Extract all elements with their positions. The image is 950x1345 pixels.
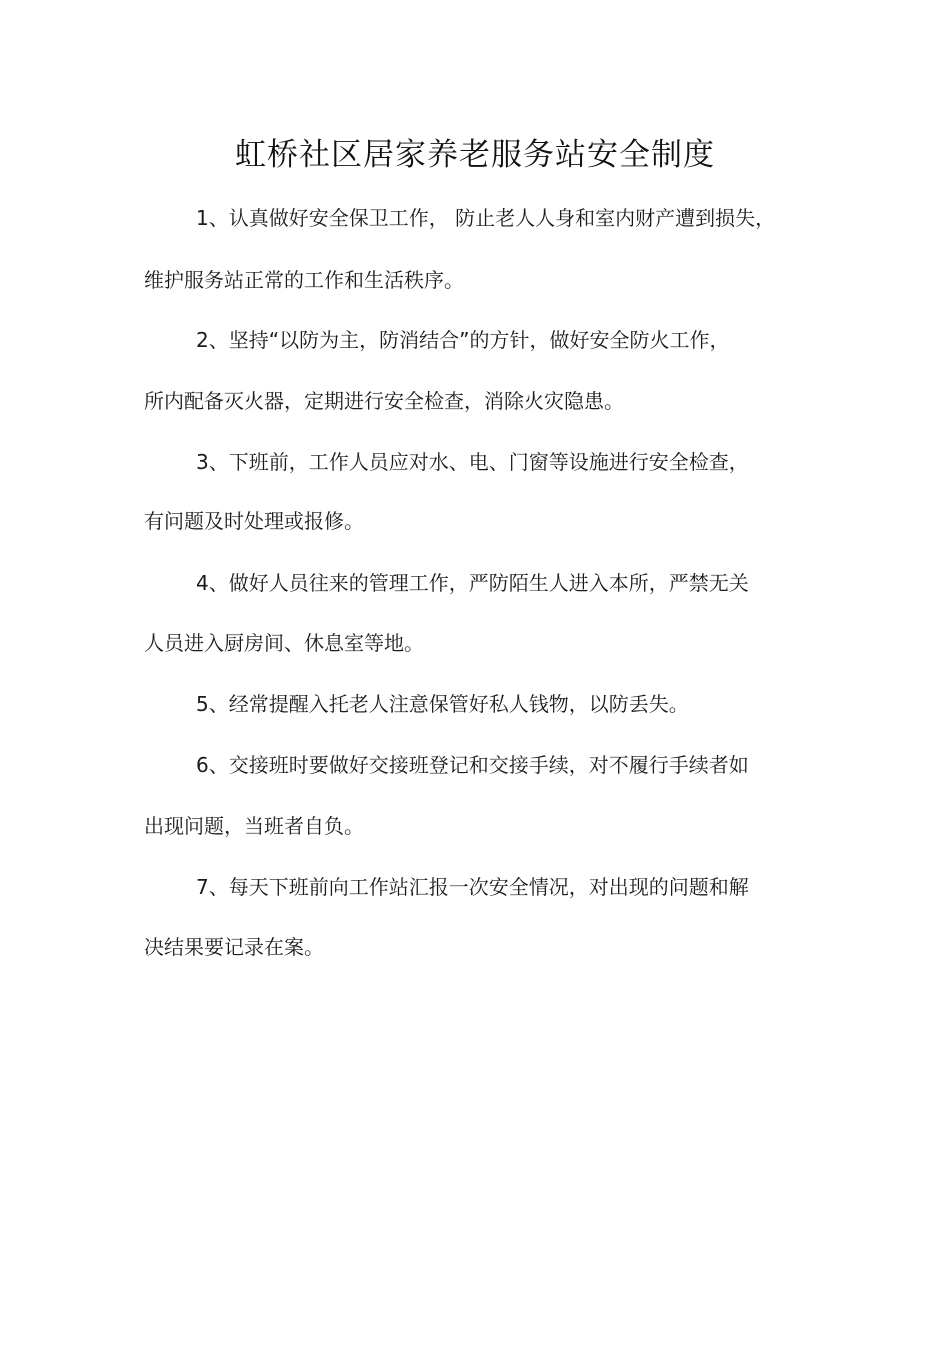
rule-item-4-line-1: 4、做好人员往来的管理工作，严防陌生人进入本所，严禁无关 [196,571,749,595]
rule-item-5-line-1: 5、经常提醒入托老人注意保管好私人钱物，以防丢失。 [196,692,689,716]
rule-item-7-line-1: 7、每天下班前向工作站汇报一次安全情况，对出现的问题和解 [196,875,749,899]
rule-item-1-line-1: 1、认真做好安全保卫工作， 防止老人人身和室内财产遭到损失， [196,206,776,230]
rule-item-6-line-1: 6、交接班时要做好交接班登记和交接手续，对不履行手续者如 [196,753,749,777]
rule-item-3-line-1: 3、下班前，工作人员应对水、电、门窗等设施进行安全检查， [196,450,749,474]
rule-item-7-line-2: 决结果要记录在案。 [144,935,324,959]
rule-item-6-line-2: 出现问题，当班者自负。 [144,814,364,838]
rule-item-2-line-1: 2、坚持“以防为主，防消结合”的方针，做好安全防火工作， [196,328,730,352]
rule-item-1-line-2: 维护服务站正常的工作和生活秩序。 [144,268,464,292]
rule-item-4-line-2: 人员进入厨房间、休息室等地。 [144,631,424,655]
rule-item-2-line-2: 所内配备灭火器，定期进行安全检查，消除火灾隐患。 [144,389,624,413]
document-title: 虹桥社区居家养老服务站安全制度 [235,137,715,173]
rule-item-3-line-2: 有问题及时处理或报修。 [144,509,364,533]
